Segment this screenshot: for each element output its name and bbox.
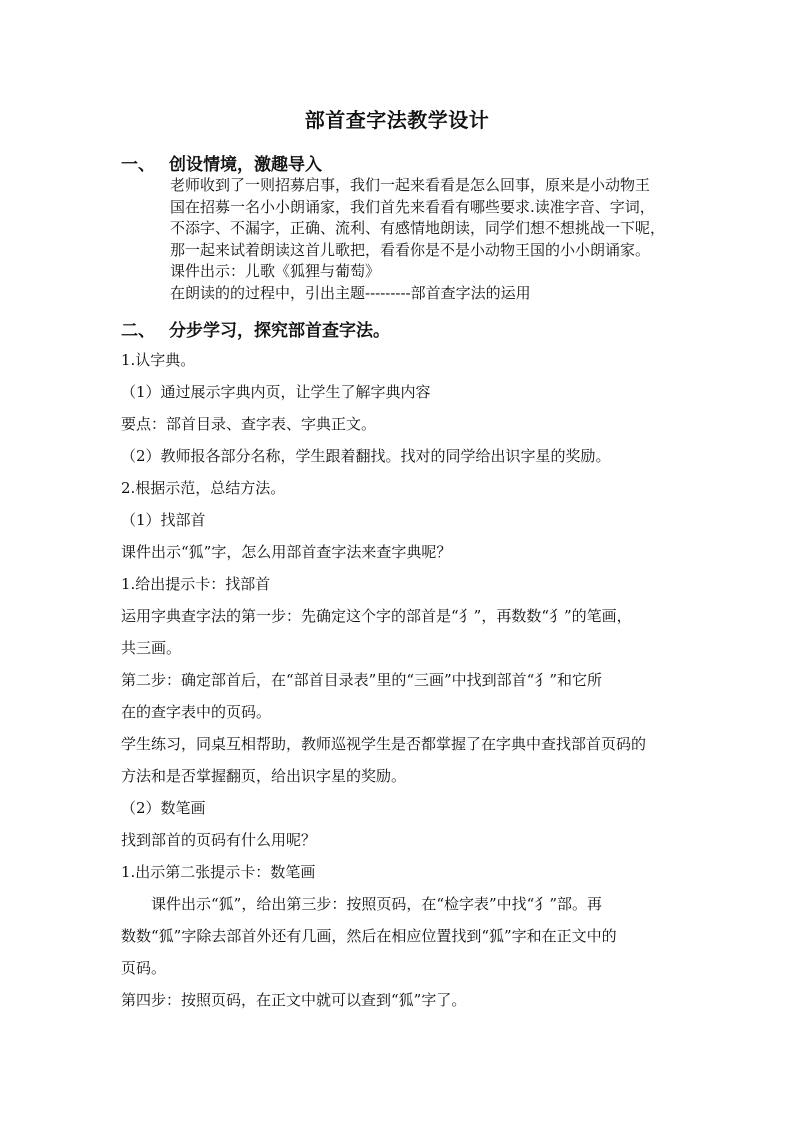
paragraph-line: 1.出示第二张提示卡：数笔画 [121, 863, 316, 881]
paragraph-line: 找到部首的页码有什么用呢？ [121, 831, 317, 849]
section-2-heading [121, 316, 390, 341]
section-1-heading [121, 150, 322, 175]
paragraph-line: 不添字、不漏字，正确、流利、有感情地朗读，同学们想不想挑战一下呢， [170, 219, 666, 237]
paragraph-line: （2）教师报各部分名称，学生跟着翻找。找对的同学给出识字星的奖励。 [121, 447, 611, 465]
section-1-number: 一、 [121, 155, 155, 175]
paragraph-line: 在的查字表中的页码。 [121, 703, 272, 721]
section-2-title: 分步学习，探究部首查字法。 [169, 321, 390, 341]
paragraph-line: 课件出示“狐”字，怎么用部首查字法来查字典呢？ [121, 543, 452, 561]
paragraph-line: 运用字典查字法的第一步：先确定这个字的部首是“犭”，再数数“犭”的笔画， [121, 607, 632, 625]
paragraph-line: 课件出示“狐”，给出第三步：按照页码，在“检字表”中找“犭”部。再 [121, 895, 603, 913]
paragraph-line: （1）通过展示字典内页，让学生了解字典内容 [121, 383, 431, 401]
paragraph-line: 国在招募一名小小朗诵家，我们首先来看看有哪些要求.读准字音、字词， [170, 197, 655, 216]
paragraph-line: 老师收到了一则招募启事，我们一起来看看是怎么回事，原来是小动物王 [170, 176, 651, 194]
paragraph-line: 1.给出提示卡：找部首 [121, 575, 271, 593]
paragraph-line: 数数“狐”字除去部首外还有几画，然后在相应位置找到“狐”字和在正文中的 [121, 927, 617, 945]
paragraph-line: 页码。 [121, 959, 167, 977]
paragraph-line: 课件出示：儿歌《狐狸与葡萄》 [170, 262, 381, 280]
document-title: 部首查字法教学设计 [304, 108, 490, 132]
section-2-body [121, 344, 677, 1016]
paragraph-line: （1）找部首 [121, 511, 206, 529]
paragraph-line: 2.根据示范，总结方法。 [121, 479, 286, 497]
section-1-title: 创设情境，激趣导入 [169, 155, 322, 175]
paragraph-line: 在朗读的的过程中，引出主题---------部首查字法的运用 [170, 283, 531, 302]
paragraph-line: 第四步：按照页码，在正文中就可以查到“狐”字了。 [121, 991, 467, 1009]
paragraph-line: 1.认字典。 [121, 351, 196, 369]
section-1-body [170, 175, 682, 304]
paragraph-line: 第二步：确定部首后，在“部首目录表”里的“三画”中找到部首“犭”和它所 [121, 671, 603, 689]
section-2-number: 二、 [121, 321, 155, 341]
paragraph-line: 学生练习，同桌互相帮助，教师巡视学生是否都掌握了在字典中查找部首页码的 [121, 735, 647, 753]
paragraph-line: 要点：部首目录、查字表、字典正文。 [121, 415, 377, 433]
paragraph-line: （2）数笔画 [121, 799, 206, 817]
paragraph-line: 那一起来试着朗读这首儿歌把，看看你是不是小动物王国的小小朗诵家。 [170, 240, 651, 259]
paragraph-line: 共三画。 [121, 639, 182, 657]
paragraph-line: 方法和是否掌握翻页，给出识字星的奖励。 [121, 767, 407, 785]
